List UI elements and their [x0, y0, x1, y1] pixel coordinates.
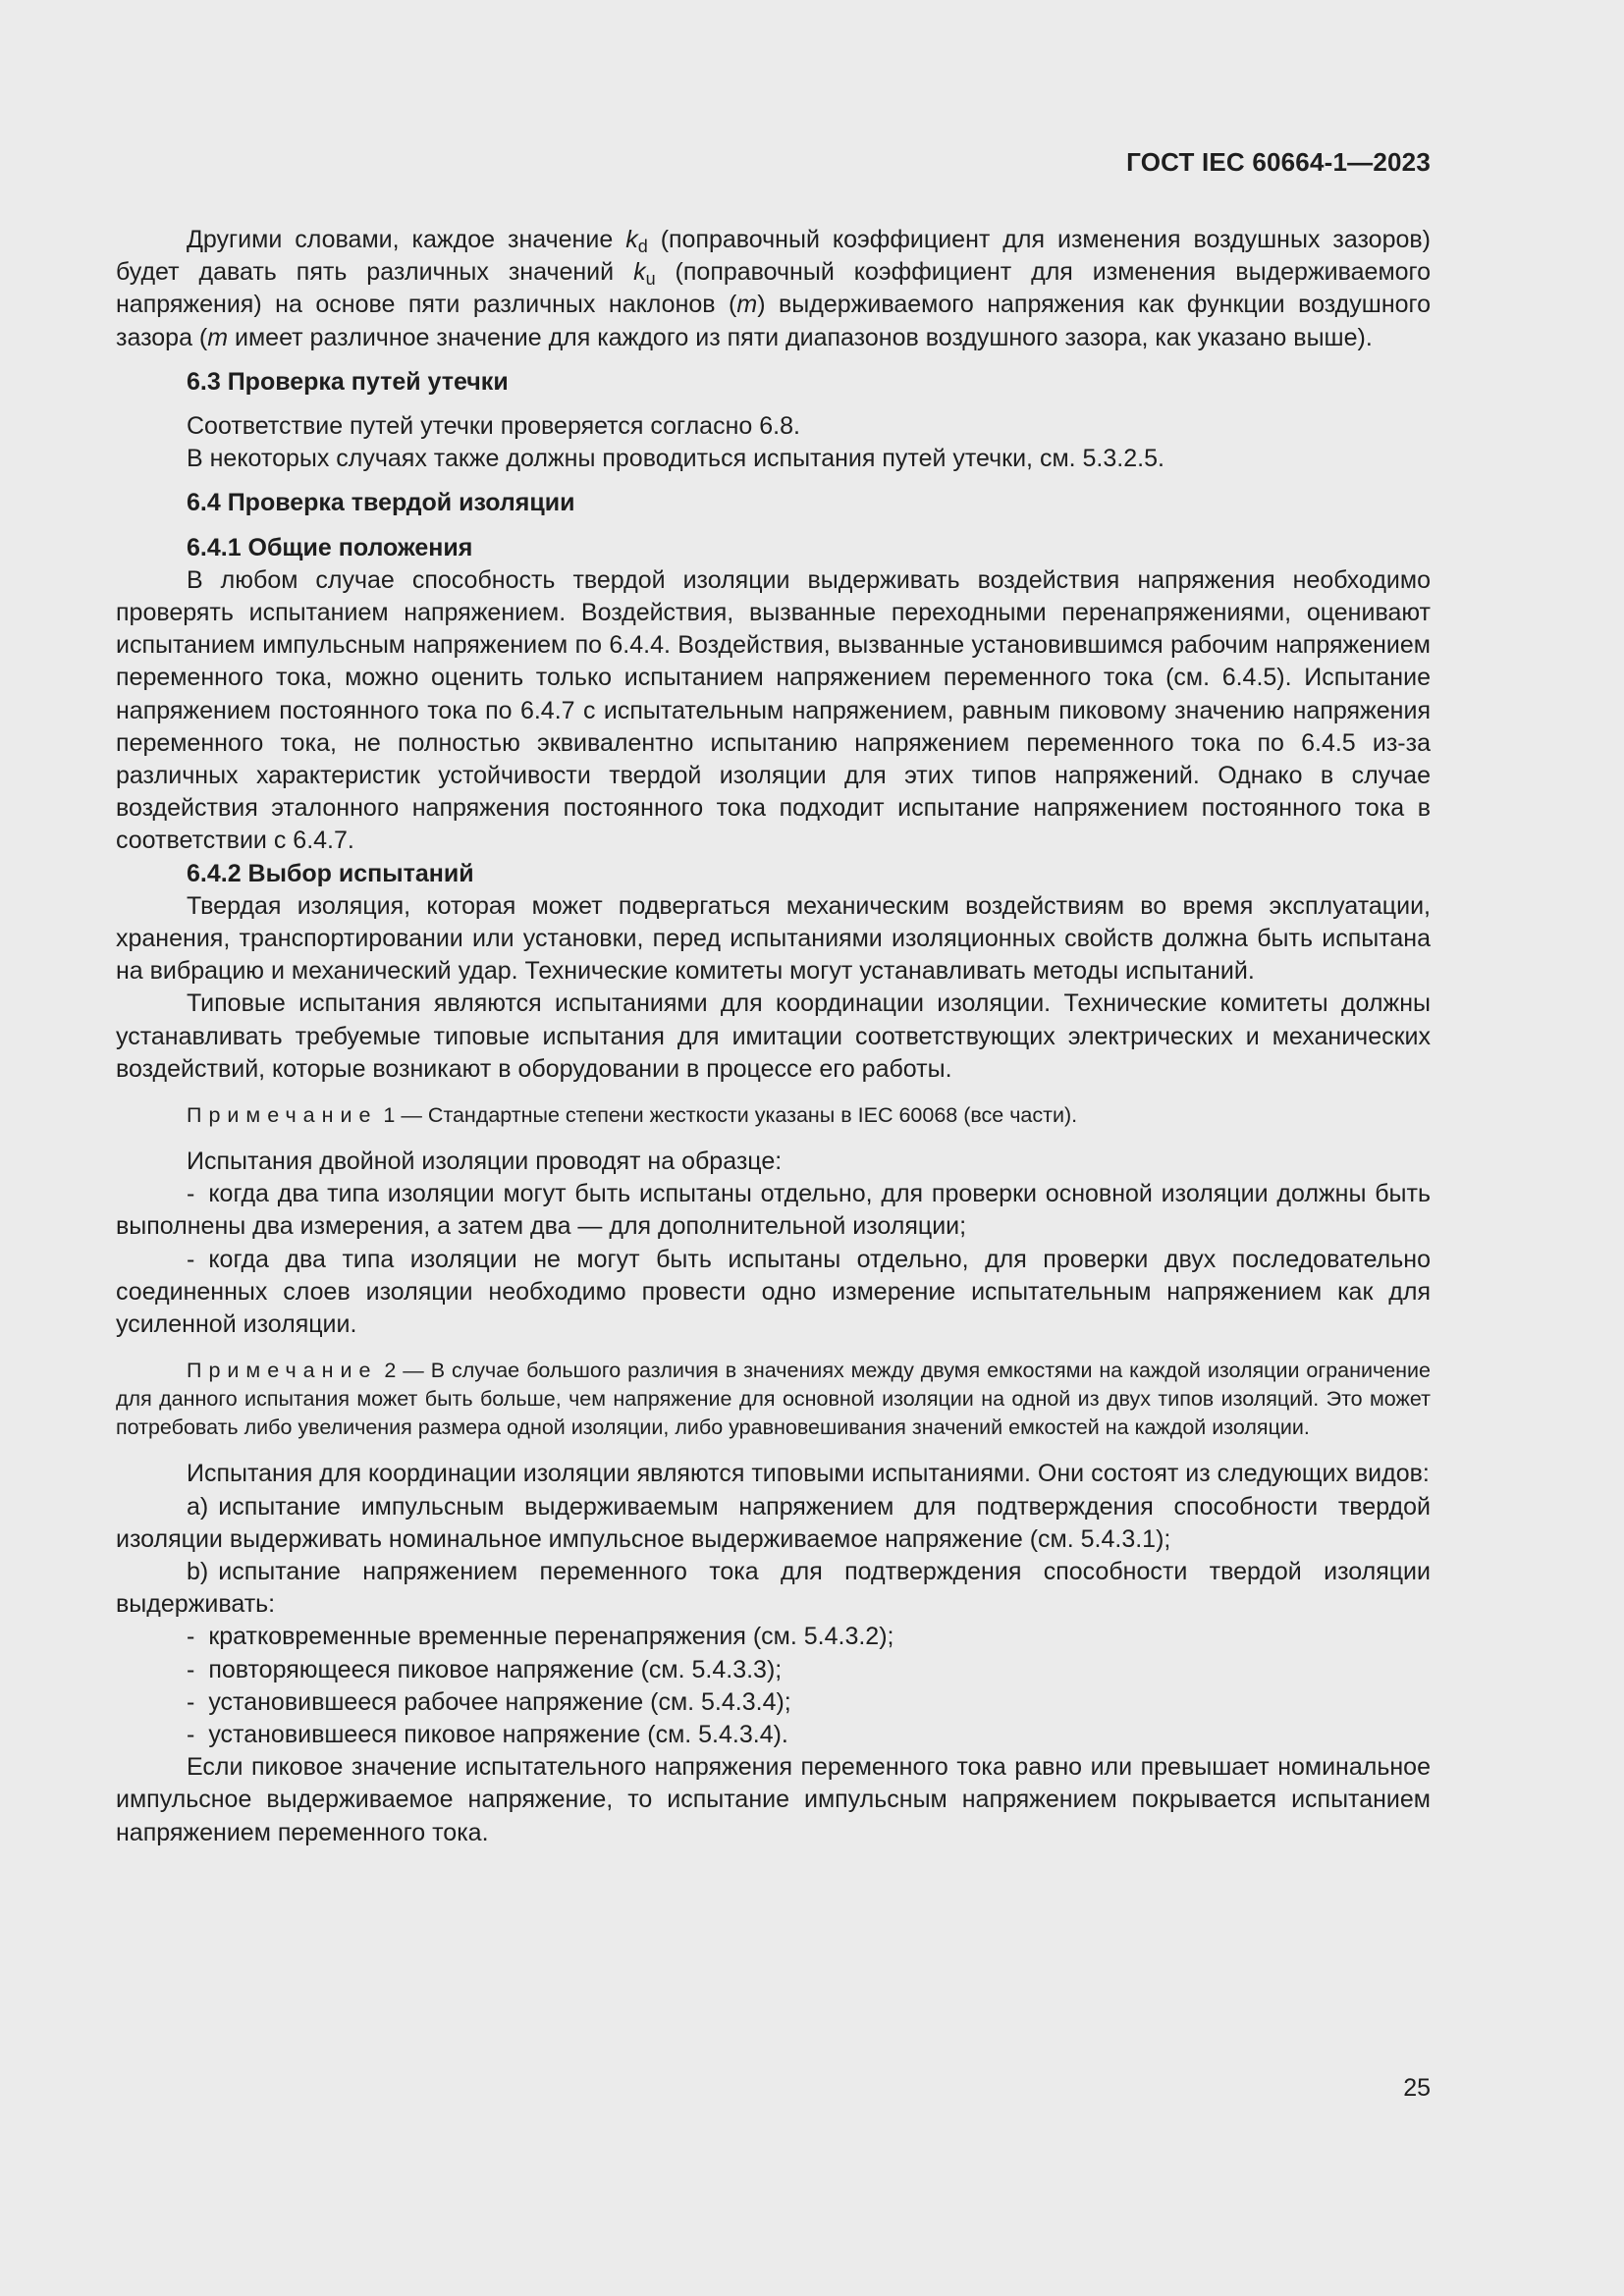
ku-subscript: u — [645, 269, 656, 290]
m-variable: m — [736, 291, 758, 319]
list-item-text: кратковременные временные перенапряжения (см. 5.4.3.2); — [208, 1623, 894, 1651]
intro-text-3: (поправочный коэффициент для изменения выдерживаемого напряжения) на основе пяти различных наклонов ( — [116, 258, 1432, 319]
list-dash: - — [187, 1655, 195, 1683]
page-body — [116, 224, 1431, 1849]
list-item — [116, 1686, 1431, 1719]
intro-text-5: имеет различное значение для каждого из пяти диапазонов воздушного зазора, как указано выше). — [228, 323, 1373, 351]
paragraph: Испытания для координации изоляции являются типовыми испытаниями. Они состоят из следующих видов: — [187, 1460, 1430, 1488]
section-heading-6-4: 6.4 Проверка твердой изоляции — [187, 489, 575, 517]
intro-text-1: Другими словами, каждое значение — [187, 226, 626, 253]
list-item-text: когда два типа изоляции не могут быть испытаны отдельно, для проверки двух последовательно соединенных слоев изоляции необходимо провести одно измерение испытательным напряжением как для усиленной изоляции. — [116, 1245, 1431, 1339]
list-item-text: повторяющееся пиковое напряжение (см. 5.4.3.3); — [208, 1655, 783, 1683]
note-2 — [116, 1357, 1431, 1442]
list-dash: - — [187, 1720, 195, 1748]
list-dash: - — [187, 1623, 195, 1651]
list-item-label: b) — [187, 1557, 209, 1585]
list-item — [116, 1719, 1431, 1751]
note-label: Примечание — [187, 1359, 378, 1383]
list-item-text: установившееся рабочее напряжение (см. 5.4.3.4); — [208, 1687, 791, 1716]
list-item-a — [116, 1491, 1431, 1556]
paragraph: Соответствие путей утечки проверяется согласно 6.8. — [187, 412, 800, 441]
list-item-text: испытание напряжением переменного тока для подтверждения способности твердой изоляции выдерживать: — [116, 1557, 1431, 1619]
list-item — [116, 1244, 1431, 1342]
list-item-text: испытание импульсным выдерживаемым напряжением для подтверждения способности твердой изоляции выдерживать номинальное импульсное выдерживаемое напряжение (см. 5.4.3.1); — [116, 1492, 1431, 1553]
list-item — [116, 1654, 1431, 1686]
subsection-heading-6-4-1: 6.4.1 Общие положения — [187, 533, 473, 561]
intro-paragraph — [116, 224, 1431, 354]
paragraph: Если пиковое значение испытательного напряжения переменного тока равно или превышает номинальное импульсное выдерживаемое напряжение, то испытание импульсным напряжением покрывается испытанием напряжением переменного тока. — [116, 1753, 1431, 1846]
document-id-header: ГОСТ IEC 60664-1—2023 — [1126, 147, 1431, 177]
ku-variable: k — [633, 258, 646, 287]
list-item — [116, 1178, 1431, 1243]
paragraph: Типовые испытания являются испытаниями для координации изоляции. Технические комитеты должны устанавливать требуемые типовые испытания для имитации соответствующих электрических и механических воздействий, которые возникают в оборудовании в процессе его работы. — [116, 989, 1431, 1083]
note-text: 1 — Стандартные степени жесткости указаны в IEC 60068 (все части). — [377, 1103, 1078, 1128]
list-item-text: когда два типа изоляции могут быть испытаны отдельно, для проверки основной изоляции должны быть выполнены два измерения, а затем два — для дополнительной изоляции; — [116, 1180, 1431, 1241]
list-dash: - — [187, 1245, 195, 1273]
paragraph: В любом случае способность твердой изоляции выдерживать воздействия напряжения необходимо проверять испытанием напряжением. Воздействия, вызванные переходными перенапряжениями, оценивают испытанием импульсным напряжением по 6.4.4. Воздействия, вызванные установившимся рабочим напряжением переменного тока, можно оценить только испытанием напряжением переменного тока (см. 6.4.5). Испытание напряжением постоянного тока по 6.4.7 с испытательным напряжением, равным пиковому значению напряжения переменного тока, не полностью эквивалентно испытанию напряжением переменного тока по 6.4.5 из-за различных характеристик устойчивости твердой изоляции для этих типов напряжений. Однако в случае воздействия эталонного напряжения постоянного тока подходит испытание напряжением постоянного тока в соответствии с 6.4.7. — [116, 565, 1431, 855]
intro-text-2: (поправочный коэффициент для изменения воздушных зазоров) будет давать пять различных значений — [116, 226, 1431, 287]
list-item-text: установившееся пиковое напряжение (см. 5.4.3.4). — [208, 1720, 788, 1748]
intro-text-4: ) выдерживаемого напряжения как функции воздушного зазора ( — [116, 291, 1432, 351]
list-dash: - — [187, 1687, 195, 1716]
list-item-label: a) — [187, 1492, 209, 1521]
list-dash: - — [187, 1180, 195, 1208]
paragraph: Испытания двойной изоляции проводят на образце: — [187, 1148, 783, 1176]
note-label: Примечание — [187, 1103, 378, 1128]
list-item — [116, 1621, 1431, 1653]
kd-variable: k — [625, 226, 638, 253]
note-1 — [116, 1101, 1431, 1130]
list-item-b — [116, 1556, 1431, 1621]
kd-subscript: d — [637, 237, 648, 256]
paragraph: Твердая изоляция, которая может подвергаться механическим воздействиям во время эксплуатации, хранения, транспортировании или установки, перед испытаниями изоляционных свойств должна быть испытана на вибрацию и механический удар. Технические комитеты могут устанавливать методы испытаний. — [116, 891, 1431, 986]
paragraph: В некоторых случаях также должны проводиться испытания путей утечки, см. 5.3.2.5. — [187, 445, 1164, 473]
note-text: 2 — В случае большого различия в значениях между двумя емкостями на каждой изоляции ограничение для данного испытания может быть больше, чем напряжение для основной изоляции на одной из двух типов изоляций. Это может потребовать либо увеличения размера одной изоляции, либо уравновешивания значений емкостей на каждой изоляции. — [116, 1359, 1431, 1440]
m-variable: m — [207, 323, 229, 351]
page-number: 25 — [1403, 2074, 1431, 2102]
section-heading-6-3: 6.3 Проверка путей утечки — [187, 367, 509, 396]
subsection-heading-6-4-2: 6.4.2 Выбор испытаний — [187, 859, 474, 887]
